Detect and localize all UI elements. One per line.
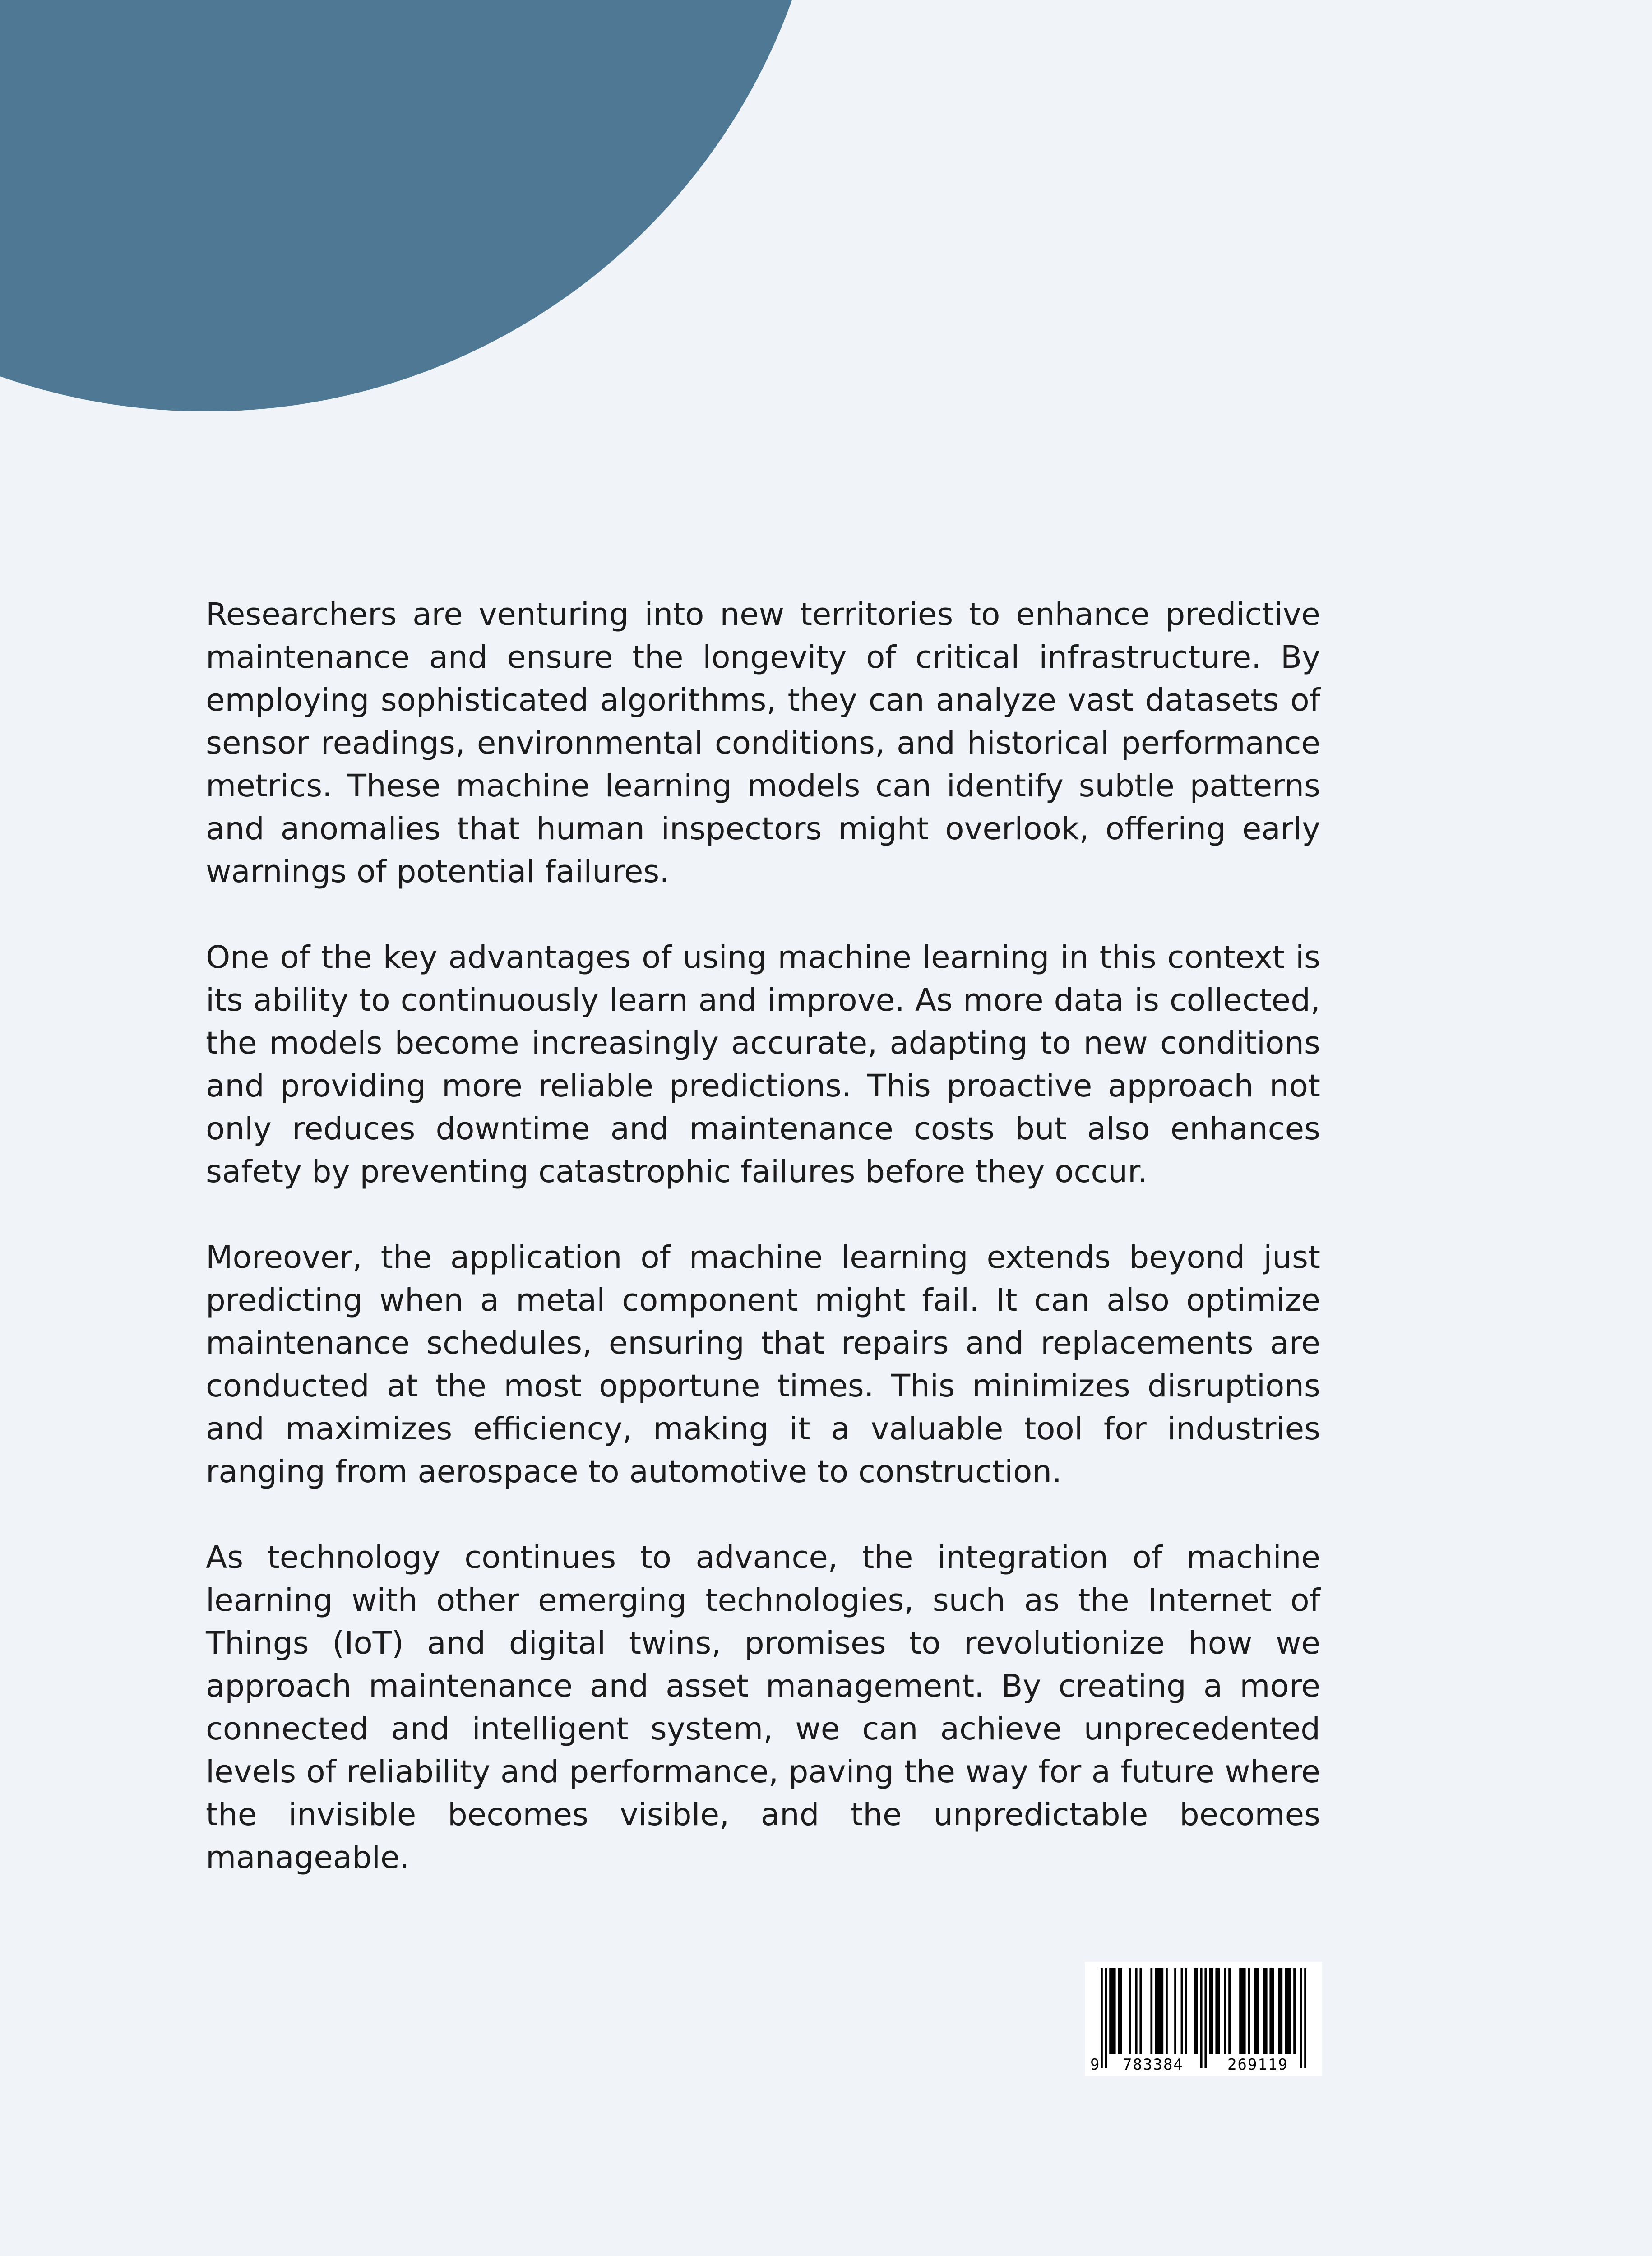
barcode-bar xyxy=(1293,1968,1296,2054)
barcode-bar xyxy=(1209,1968,1213,2054)
isbn-barcode xyxy=(1085,1962,1322,2076)
barcode-bar xyxy=(1185,1968,1187,2054)
barcode-bar xyxy=(1105,1968,1107,2068)
barcode-right-group: 269119 xyxy=(1227,2056,1288,2074)
barcode-bar xyxy=(1150,1968,1152,2054)
barcode-left-group: 783384 xyxy=(1123,2056,1184,2074)
barcode-bar xyxy=(1181,1968,1183,2054)
barcode-bar xyxy=(1300,1968,1302,2068)
barcode-bar xyxy=(1254,1968,1259,2054)
paragraph-maintenance-schedules: Moreover, the application of machine learning extends beyond just predicting when a metal component might fail. It can also optimize maintenance schedules, ensuring that repairs and replacements are conducted at the most opportune times. This minimizes disruptions and maximizes efficiency, making it a valuable tool for industries ranging from aerospace to automotive to construction. xyxy=(206,1239,1320,1490)
barcode-bar xyxy=(1118,1968,1122,2054)
decorative-corner-circle xyxy=(0,0,829,411)
barcode-bar xyxy=(1285,1968,1291,2054)
barcode-bar xyxy=(1194,1968,1198,2054)
barcode-bar xyxy=(1248,1968,1250,2054)
paragraph-predictive-maintenance: Researchers are venturing into new territories to enhance predictive maintenance and ensure the longevity of critical infrastructure. By employing sophisticated algorithms, they can analyze vast datasets of sensor readings, environmental conditions, and historical performance metrics. These machine learning models can identify subtle patterns and anomalies that human inspectors might overlook, offering early warnings of potential failures. xyxy=(206,596,1320,890)
barcode-bar xyxy=(1228,1968,1231,2054)
paragraph-emerging-technologies: As technology continues to advance, the integration of machine learning with other emerging technologies, such as the Internet of Things (IoT) and digital twins, promises to revolutionize how we approach maintenance and asset management. By creating a more connected and intelligent system, we can achieve unprecedented levels of reliability and performance, paving the way for a future where the invisible becomes visible, and the unpredictable becomes manageable. xyxy=(206,1539,1320,1876)
barcode-bar xyxy=(1269,1968,1274,2054)
barcode-bar xyxy=(1101,1968,1103,2068)
barcode-bar xyxy=(1204,1968,1207,2068)
barcode-first-digit: 9 xyxy=(1090,2056,1100,2074)
barcode-bar xyxy=(1109,1968,1115,2054)
barcode-bar xyxy=(1304,1968,1306,2068)
barcode-digits xyxy=(1085,2056,1322,2074)
barcode-bar xyxy=(1135,1968,1138,2054)
barcode-bar xyxy=(1139,1968,1142,2054)
barcode-bar xyxy=(1200,1968,1203,2068)
barcode-bar xyxy=(1166,1968,1168,2054)
barcode-bar xyxy=(1263,1968,1268,2054)
barcode-bar xyxy=(1129,1968,1131,2054)
paragraph-continuous-learning: One of the key advantages of using machine learning in this context is its ability to continuously learn and improve. As more data is collected, the models become increasingly accurate, adapting to new conditions and providing more reliable predictions. This proactive approach not only reduces downtime and maintenance costs but also enhances safety by preventing catastrophic failures before they occur. xyxy=(206,939,1320,1190)
barcode-bar xyxy=(1224,1968,1226,2054)
back-cover-text xyxy=(206,593,1320,1879)
barcode-bar xyxy=(1278,1968,1283,2054)
barcode-bar xyxy=(1215,1968,1220,2054)
barcode-bar xyxy=(1174,1968,1176,2054)
barcode-bar xyxy=(1155,1968,1163,2054)
barcode-bar xyxy=(1239,1968,1245,2054)
